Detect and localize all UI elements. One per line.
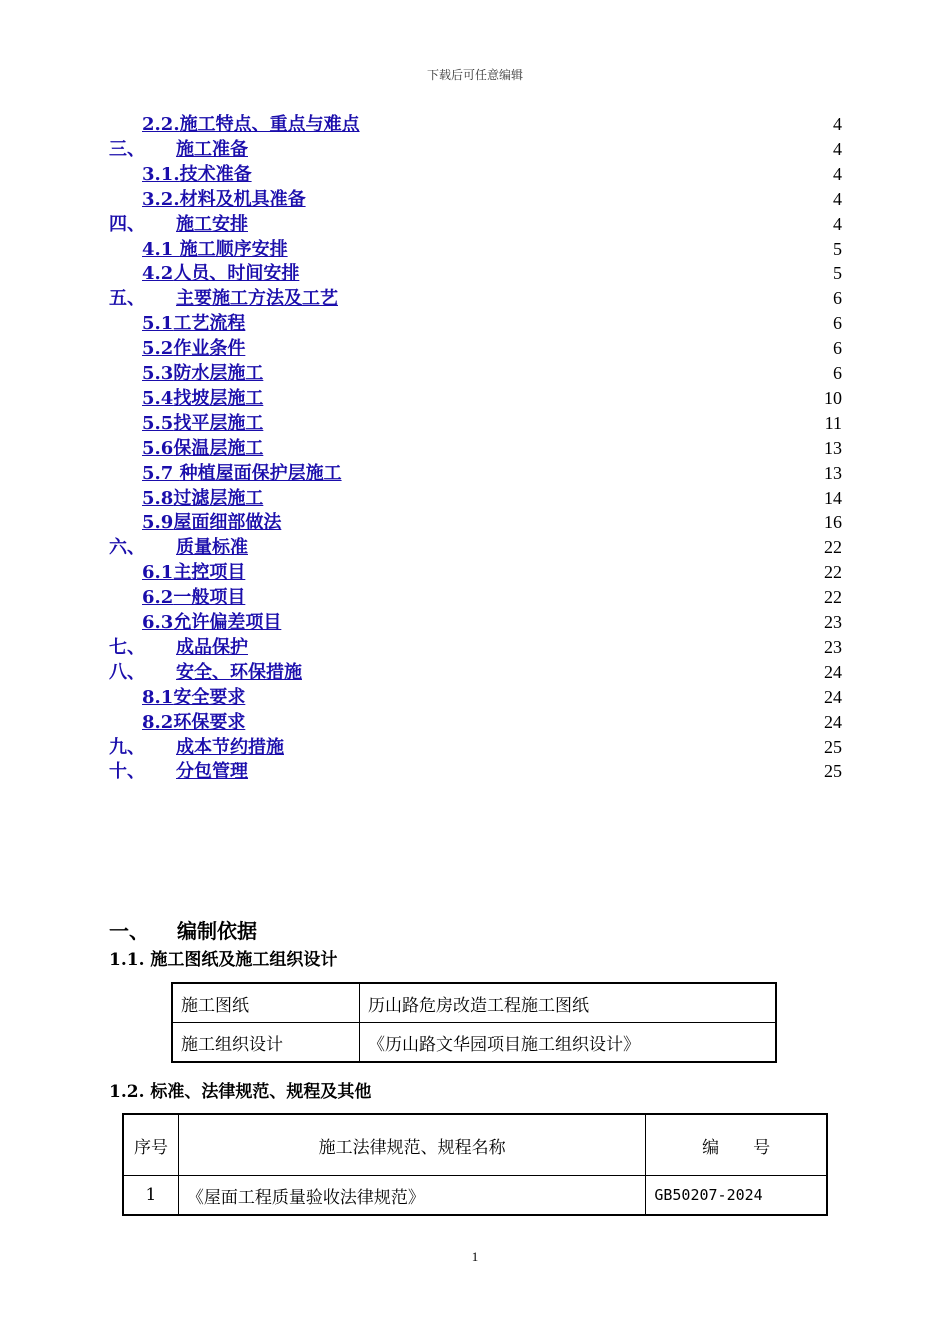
toc-title: 主要施工方法及工艺: [176, 288, 338, 310]
toc-number: 3.1.: [142, 163, 180, 185]
table-cell: 历山路危房改造工程施工图纸: [360, 983, 777, 1023]
toc-link[interactable]: [142, 336, 245, 361]
toc-page-number: 22: [824, 587, 842, 608]
toc-entry: [0, 311, 950, 336]
toc-title: 成本节约措施: [176, 736, 284, 758]
toc-title: 技术准备: [179, 163, 252, 185]
toc-link[interactable]: [142, 187, 306, 212]
toc-page-number: 24: [824, 661, 842, 682]
toc-page-number: 4: [833, 114, 842, 134]
toc-title: 主控项目: [173, 562, 246, 584]
table-cell: 《历山路文华园项目施工组织设计》: [360, 1023, 777, 1063]
section-heading: [109, 915, 257, 944]
toc-entry: [0, 710, 950, 735]
toc-page-number: 23: [824, 612, 842, 632]
toc-entry: [0, 411, 950, 436]
toc-number: 8.1: [142, 686, 174, 708]
table-cell: 《屋面工程质量验收法律规范》: [178, 1176, 645, 1216]
toc-page-number: 23: [824, 636, 842, 657]
toc-title: 施工特点、重点与难点: [179, 114, 360, 135]
toc-page-number: 6: [833, 363, 842, 383]
toc-link[interactable]: [142, 510, 281, 535]
toc-title: 种植屋面保护层施工: [179, 462, 342, 484]
toc-title: 分包管理: [176, 761, 248, 783]
toc-link[interactable]: [109, 735, 284, 760]
toc-link[interactable]: [142, 610, 281, 635]
toc-title: 保温层施工: [173, 437, 264, 459]
subsection-heading-1-1: 1.1. 施工图纸及施工组织设计: [109, 950, 338, 970]
table-header-cell: 序号: [123, 1114, 178, 1176]
toc-page-number: 22: [824, 537, 842, 558]
toc-link[interactable]: [109, 759, 248, 784]
toc-entry: [0, 735, 950, 760]
toc-link[interactable]: [142, 436, 263, 461]
toc-page-number: 5: [833, 238, 842, 259]
toc-link[interactable]: [142, 560, 245, 585]
toc-page-number: 16: [824, 512, 842, 533]
toc-number: 4.1: [142, 238, 180, 260]
toc-entry: [0, 759, 950, 784]
toc-page-number: 24: [824, 711, 842, 732]
toc-number: 6.3: [142, 612, 174, 633]
toc-entry: [0, 685, 950, 710]
toc-entry: [0, 187, 950, 212]
standards-table: [122, 1113, 828, 1216]
table-cell: 1: [123, 1176, 178, 1216]
toc-entry: [0, 361, 950, 386]
toc-link[interactable]: [109, 137, 248, 162]
toc-number: 十、: [109, 761, 145, 783]
toc-entry: [0, 162, 950, 187]
toc-page-number: 22: [824, 562, 842, 583]
toc-title: 防水层施工: [173, 363, 264, 384]
toc-entry: [0, 336, 950, 361]
toc-link[interactable]: [142, 411, 263, 436]
toc-link[interactable]: [142, 311, 245, 336]
toc-number: 5.5: [142, 412, 174, 434]
toc-link[interactable]: [109, 212, 248, 237]
toc-title: 施工安排: [176, 213, 248, 235]
toc-title: 人员、时间安排: [173, 263, 300, 285]
subsection-heading-1-2: 1.2. 标准、法律规范、规程及其他: [109, 1082, 372, 1102]
toc-title: 找平层施工: [173, 412, 264, 434]
table-cell: 施工图纸: [172, 983, 360, 1023]
toc-number: 4.2: [142, 263, 174, 285]
toc-link[interactable]: [142, 461, 342, 486]
toc-number: 四、: [109, 213, 145, 235]
toc-link[interactable]: [109, 535, 248, 560]
toc-entry: [0, 486, 950, 511]
table-header-row: [123, 1114, 827, 1176]
toc-page-number: 24: [824, 686, 842, 707]
toc-page-number: 4: [833, 188, 842, 209]
toc-number: 五、: [109, 288, 145, 310]
table-header-cell: 施工法律规范、规程名称: [178, 1114, 645, 1176]
toc-entry: [0, 212, 950, 237]
toc-link[interactable]: [142, 261, 299, 286]
toc-entry: [0, 386, 950, 411]
toc-number: 九、: [109, 736, 145, 758]
toc-page-number: 10: [824, 387, 842, 408]
toc-entry: [0, 237, 950, 262]
toc-title: 质量标准: [176, 537, 248, 559]
toc-page-number: 25: [824, 761, 842, 782]
toc-title: 屋面细部做法: [173, 512, 282, 534]
toc-page-number: 25: [824, 736, 842, 757]
toc-link[interactable]: [142, 162, 252, 187]
toc-entry: [0, 560, 950, 585]
toc-number: 三、: [109, 138, 145, 160]
toc-number: 5.1: [142, 313, 174, 335]
toc-page-number: 6: [833, 313, 842, 334]
toc-link[interactable]: [142, 361, 263, 386]
toc-entry: [0, 286, 950, 311]
toc-number: 5.7: [142, 462, 180, 484]
toc-number: 8.2: [142, 711, 174, 733]
toc-number: 六、: [109, 537, 145, 559]
drawings-table: [171, 982, 777, 1063]
toc-link[interactable]: [142, 112, 360, 137]
toc-page-number: 5: [833, 263, 842, 284]
toc-number: 5.6: [142, 437, 174, 459]
table-cell: 施工组织设计: [172, 1023, 360, 1063]
toc-page-number: 4: [833, 213, 842, 234]
toc-number: 5.9: [142, 512, 174, 534]
toc-link[interactable]: [142, 710, 245, 735]
toc-number: 6.1: [142, 562, 174, 584]
toc-page-number: 13: [824, 437, 842, 458]
toc-entry: [0, 535, 950, 560]
toc-title: 工艺流程: [173, 313, 246, 335]
toc-number: 6.2: [142, 587, 174, 609]
page-number: 1: [471, 1249, 479, 1264]
toc-entry: [0, 635, 950, 660]
toc-number: 八、: [109, 661, 145, 683]
toc-entry: [0, 660, 950, 685]
toc-number: 5.8: [142, 487, 174, 509]
toc-entry: [0, 461, 950, 486]
table-row: [123, 1176, 827, 1216]
toc-link[interactable]: [142, 237, 288, 262]
toc-number: 5.4: [142, 387, 174, 409]
table-cell: GB50207-2024: [646, 1176, 827, 1216]
section-title: 编制依据: [177, 919, 257, 943]
toc-link[interactable]: [142, 386, 263, 411]
toc-title: 一般项目: [173, 587, 246, 609]
section-number: 一、: [109, 919, 149, 943]
toc-entry: [0, 585, 950, 610]
page-header: 下载后可任意编辑: [426, 68, 523, 82]
toc-title: 成品保护: [176, 636, 248, 658]
toc-title: 施工顺序安排: [179, 238, 288, 260]
toc-entry: [0, 610, 950, 635]
toc-page-number: 14: [824, 487, 842, 508]
table-row: [172, 983, 776, 1023]
toc-title: 找坡层施工: [173, 387, 264, 409]
toc-entry: [0, 112, 950, 137]
toc-title: 材料及机具准备: [179, 188, 306, 210]
toc-entry: [0, 510, 950, 535]
table-row: [172, 1023, 776, 1063]
toc-link[interactable]: [142, 685, 245, 710]
toc-page-number: 6: [833, 338, 842, 359]
toc-page-number: 11: [824, 412, 842, 433]
toc-page-number: 4: [833, 163, 842, 184]
toc-entry: [0, 261, 950, 286]
toc-number: 七、: [109, 636, 145, 658]
toc-number: 5.3: [142, 363, 174, 384]
toc-title: 安全要求: [173, 686, 246, 708]
toc-number: 2.2.: [142, 114, 180, 135]
toc-number: 3.2.: [142, 188, 180, 210]
table-header-cell: 编 号: [646, 1114, 827, 1176]
toc-link[interactable]: [142, 585, 245, 610]
toc-link[interactable]: [109, 660, 302, 685]
toc-number: 5.2: [142, 338, 174, 360]
toc-link[interactable]: [109, 286, 338, 311]
toc-page-number: 13: [824, 462, 842, 483]
toc-entry: [0, 137, 950, 162]
toc-title: 环保要求: [173, 711, 246, 733]
toc-page-number: 6: [833, 288, 842, 309]
toc-title: 安全、环保措施: [176, 661, 302, 683]
toc-title: 允许偏差项目: [173, 612, 282, 633]
toc-title: 过滤层施工: [173, 487, 264, 509]
toc-link[interactable]: [109, 635, 248, 660]
toc-link[interactable]: [142, 486, 263, 511]
toc-title: 作业条件: [173, 338, 246, 360]
toc-entry: [0, 436, 950, 461]
toc-title: 施工准备: [176, 138, 248, 160]
toc-page-number: 4: [833, 138, 842, 159]
